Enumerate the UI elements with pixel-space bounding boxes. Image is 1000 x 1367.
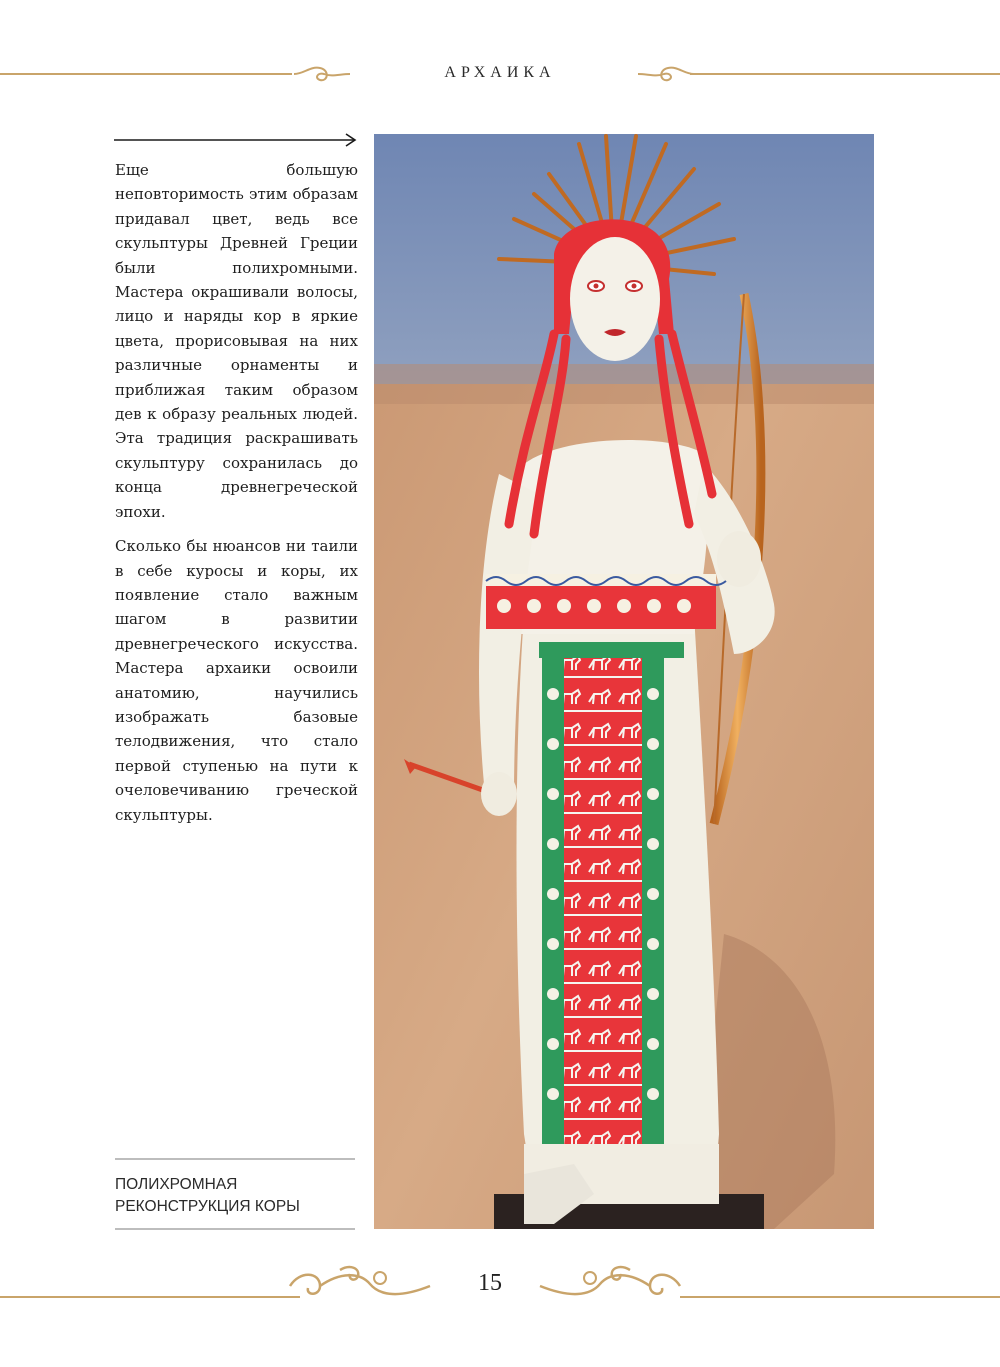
header-rule-left: [0, 73, 292, 75]
photo-caption: [115, 1158, 355, 1230]
section-title: АРХАИКА: [444, 64, 556, 81]
footer-rule-left: [0, 1296, 300, 1298]
ornament-swirl-icon: [280, 1262, 440, 1308]
header-rule-right: [690, 73, 1000, 75]
ornament-swirl-icon: [292, 60, 352, 88]
ornament-swirl-icon: [530, 1262, 690, 1308]
paragraph-1: Еще большую неповторимость этим образам придавал цвет, ведь все скульптуры Древней Греции были полихромными. Мастера окрашивали волосы, лицо и наряды кор в яркие цвета, прорисовывая на них различные орнаменты и приближая таким образом дев к образу реальных людей. Эта традиция раскрашивать скульптуру сохранилась до конца древнегреческой эпохи.: [115, 161, 358, 521]
statue-photo: [374, 134, 874, 1229]
paragraph-2: Сколько бы нюансов ни таили в себе куросы и коры, их появление стало важным шагом в развитии древнегреческого искусства. Мастера архаики освоили анатомию, научились изображать базовые телодвижения, что стало первой ступенью на пути к очеловечиванию греческой скульптуры.: [115, 537, 358, 824]
article-body: [115, 158, 358, 837]
page-number: 15: [478, 1270, 502, 1296]
ornament-swirl-icon: [636, 60, 696, 88]
caption-line-2: РЕКОНСТРУКЦИЯ КОРЫ: [115, 1198, 300, 1215]
arrow-right-icon: [114, 132, 360, 148]
footer-rule-right: [680, 1296, 1000, 1298]
caption-line-1: ПОЛИХРОМНАЯ: [115, 1176, 238, 1193]
